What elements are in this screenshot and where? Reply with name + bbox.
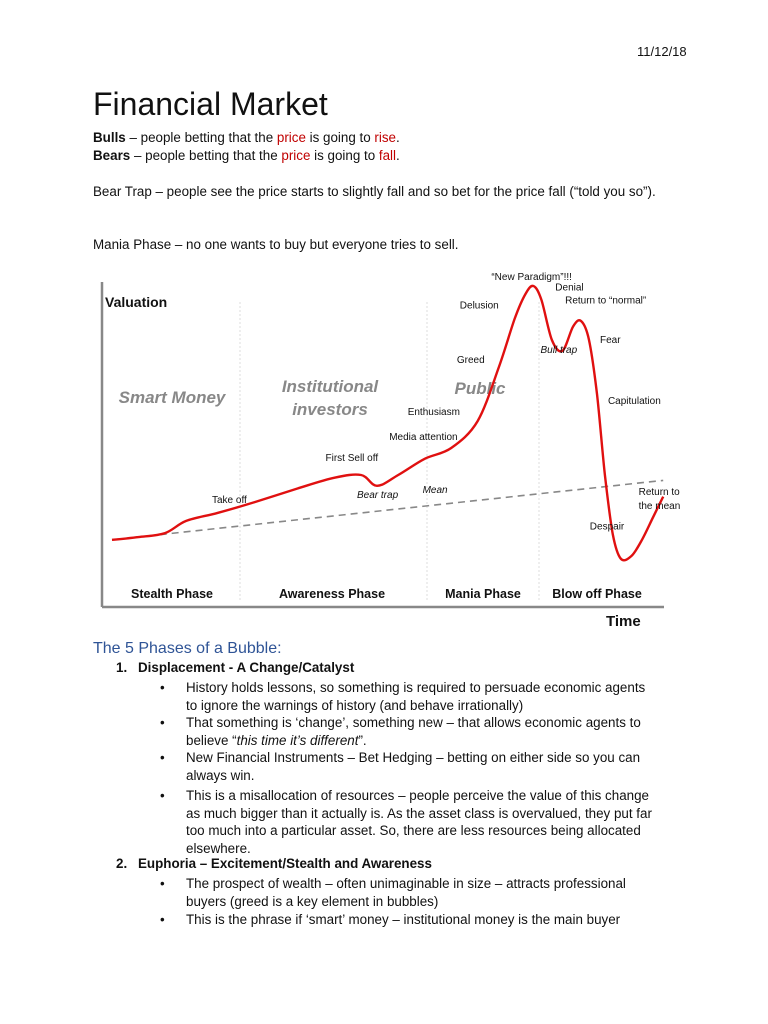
list-item-text	[186, 787, 654, 857]
bulls-text-a: – people betting that the	[125, 130, 277, 145]
text-line: That something is ‘change’, something new – that allows economic agents to	[186, 715, 641, 730]
bullet-icon: •	[160, 750, 165, 765]
date: 11/12/18	[637, 44, 687, 59]
believe-prefix: believe “	[186, 732, 237, 748]
phase-heading	[116, 660, 354, 675]
phase-heading-text: Euphoria – Excitement/Stealth and Awareness	[138, 856, 432, 871]
text-line: buyers (greed is a key element in bubbles)	[186, 893, 439, 909]
phase-heading	[116, 856, 432, 871]
list-item-text	[186, 875, 654, 910]
bullet-icon: •	[160, 876, 165, 891]
list-item-text	[186, 749, 654, 784]
mania-paragraph: Mania Phase – no one wants to buy but everyone tries to sell.	[93, 237, 459, 252]
bears-text-a: – people betting that the	[130, 148, 282, 163]
text-line: This is the phrase if ‘smart’ money – institutional money is the main buyer	[186, 912, 621, 927]
text-line: too much into a particular asset. So, there are less resources being allocated	[186, 823, 641, 838]
x-axis-label: Time	[606, 613, 641, 630]
bubble-curve	[112, 286, 663, 560]
annotation-label: the mean	[638, 501, 681, 513]
annotation-label: Greed	[456, 355, 485, 366]
bullet-icon: •	[160, 788, 165, 803]
believe-suffix: ”.	[358, 732, 367, 748]
annotation-label: Delusion	[459, 300, 499, 312]
phase-heading-text: Displacement - A Change/Catalyst	[138, 660, 355, 675]
annotation-label: Capitulation	[607, 396, 661, 407]
bullet-icon: •	[160, 715, 165, 730]
text-line: History holds lessons, so something is required to persuade economic agents	[186, 680, 646, 695]
bear-trap-paragraph: Bear Trap – people see the price starts to slightly fall and so bet for the price fall (“told you so”).	[93, 184, 656, 199]
annotation-label: Despair	[589, 521, 625, 533]
annotation-label: Fear	[600, 335, 621, 346]
region-label: Institutional	[281, 377, 379, 396]
annotation-label: First Sell off	[325, 453, 379, 464]
region-label: Smart Money	[118, 388, 226, 407]
believe-quote: this time it’s different	[236, 732, 359, 748]
annotation-label: Enthusiasm	[407, 407, 460, 418]
list-number: 1.	[116, 660, 128, 675]
bullet-icon: •	[160, 912, 165, 927]
text-line: elsewhere.	[186, 840, 251, 856]
annotation-label: Return to	[638, 487, 680, 499]
list-item-text	[186, 679, 654, 714]
bulls-direction: rise	[374, 130, 396, 145]
text-line: This is a misallocation of resources – people perceive the value of this change	[186, 788, 649, 803]
bulls-term: Bulls	[93, 130, 126, 145]
annotation-label: Denial	[555, 282, 584, 294]
bears-direction: fall	[378, 148, 397, 163]
annotation-label: Media attention	[389, 432, 458, 443]
bubble-phases-chart	[92, 272, 681, 634]
phase-label: Blow off Phase	[552, 587, 642, 601]
bulls-price: price	[276, 130, 306, 145]
region-label: investors	[292, 400, 368, 419]
annotation-label: Return to “normal”	[565, 295, 647, 307]
annotation-label: Bull trap	[540, 344, 578, 356]
bulls-definition	[93, 130, 400, 145]
text-line: always win.	[186, 767, 255, 783]
bulls-end: .	[395, 130, 400, 145]
text-line	[186, 732, 654, 750]
y-axis-label: Valuation	[105, 294, 168, 310]
annotation-label: “New Paradigm”!!!	[491, 272, 572, 283]
bears-text-b: is going to	[310, 148, 379, 163]
bears-end: .	[396, 148, 400, 163]
annotation-label: Bear trap	[357, 489, 399, 501]
list-item-text	[186, 911, 654, 929]
text-line: as much bigger than it actually is. As the asset class is overvalued, they put far	[186, 805, 652, 821]
phase-label: Awareness Phase	[278, 587, 386, 601]
annotation-label: Take off	[212, 494, 247, 506]
list-item-text	[186, 714, 654, 749]
annotation-label: Mean	[422, 485, 448, 497]
bears-definition	[93, 148, 400, 163]
bears-term: Bears	[93, 148, 131, 163]
bulls-text-b: is going to	[305, 130, 375, 145]
bullet-icon: •	[160, 680, 165, 695]
text-line: New Financial Instruments – Bet Hedging – betting on either side so you can	[186, 750, 641, 765]
text-line: The prospect of wealth – often unimaginable in size – attracts professional	[186, 876, 626, 891]
phase-label: Stealth Phase	[131, 587, 213, 601]
phase-label: Mania Phase	[445, 587, 521, 601]
section-heading: The 5 Phases of a Bubble:	[93, 640, 282, 657]
text-line: to ignore the warnings of history (and behave irrationally)	[186, 697, 524, 713]
list-number: 2.	[116, 856, 128, 871]
region-label: Public	[454, 379, 506, 398]
page-title: Financial Market	[93, 86, 328, 122]
bears-price: price	[281, 148, 311, 163]
